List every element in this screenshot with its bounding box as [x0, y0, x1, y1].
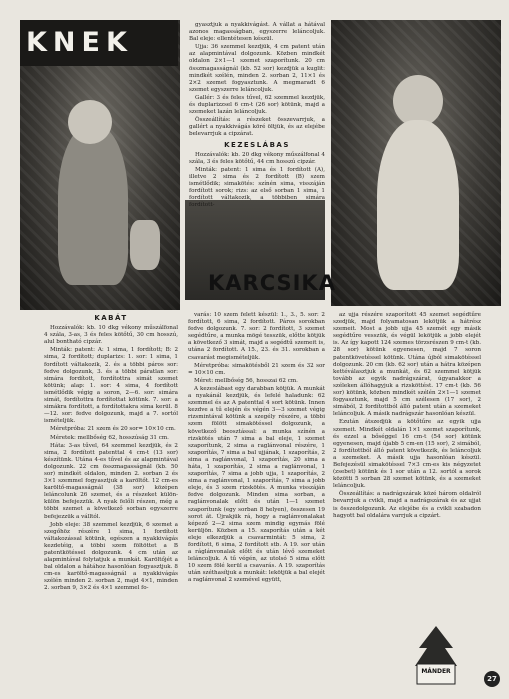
paragraph: Méretek: mellbőség 62, hosszúság 31 cm.: [50, 434, 169, 441]
heading-kezeslabas: KEZESLÁBAS: [224, 140, 290, 149]
title-knek: KNEK: [26, 27, 133, 58]
logo-text: MÁNDER: [421, 668, 451, 675]
paragraph: A kezeslábast egy darabban kötjük. A munkát a nyakánál kezdjük, és lefelé haladunk: 62 szemmel és az A patenttal 4 sort kötünk. Innen kezdve a tű elején és végén 3—3 szemet végig rizsmintával kötünk a szegély részére, a többi szem fölött simakötéssel dolgozunk, a következő beosztással: a munka színén a rizskötés után 7 sima a bal eleje, 1 szemet szaporítunk, 2 sima a raglánvonal részére, 1 szaporítás, 7 sima a bal ujjának, 1 szaporítás, 2 sima a raglánvonal, 1 szaporítás, 20 sima a háta, 1 szaporítás, 2 sima a raglánvonal, 1 szaporítás, 7 sima a jobb ujja, 1 szaporítás, 2 sima a raglánvonal, 1 szaporítás, 7 sima a jobb eleje, és 3 szem rizskötés. A munka visszáján fedve dolgozunk. Minden sima sorban, a raglánvonalak előtt és után 1—1 szemet szaporítunk (egy sorban 8 helyen), összesen 19 sorot át. Újrakjük rá, hogy a raglánvonalakat képező 2—2 sima szem mindig egymás fölé kerüljön. Közben a 15. szaporítás után a két eleje elkezdjük a csavarmintát: 5 sima, 2 fordított, 6 sima, 2 fordított stb. A 19. sor után a ráglánvonalak előtt és után lévő szemeket leláncoljuk. A tű végén, az utolsó 5 sima előtt 10 szem fölé kerül a csavarás. A 19. szaporítás után széthasítjuk a munkát: lekötjük a bal elejét a raglánvonal 2 szemével együtt,: [188, 385, 325, 584]
paragraph: Minták: patent: A: 1 sima, 1 fordított; B: 2 sima, 2 fordított; duplarizs: 1. sor: 1 sima, 1 fordított váltakozik, 2. és a többi páros sor: fedve dolgozunk, 3. és a többi páratlan sor: simára fordított, fordítottra simát szemet kötünk; alap: 1. sor: 4 sima, 4 fordított ismétlődik végig a soron, 2—6. sor: simára simát, fordítottra fordítottat kötünk. 7. sor: a simákra fordított, a fordítottakra sima kerül. 8—12. sor: fedve dolgozunk, majd a 7. sortól ismételjük.: [44, 347, 178, 425]
column-right: [333, 312, 481, 612]
paragraph: Méretpróba: 21 szem és 20 sor= 10×10 cm.: [50, 426, 176, 433]
title-banner-top: [20, 20, 178, 66]
title-karcsika: KARCSIKA: [208, 271, 336, 295]
paragraph: Hozzávalók: kb. 10 dkg vékony műszálfonal 4 szála, 3-as, 3 és feles kötőtű, 30 cm hosszú, alul bontható cipzár.: [44, 325, 178, 346]
paragraph: Méretpróba: simakötésből 21 szem és 32 sor = 10×10 cm.: [188, 362, 325, 376]
paragraph: varás: 10 szem felett készül: 1., 3., 5. sor: 2 fordított, 6 sima, 2 fordított. Páros sorokban fedve dolgozunk. 7. sor: 2 fordított, 3 szemet segédtűre, a munka mögé tesszük, előtte kötjük a következő 3 simát, majd a segédtű szemeit is, utána 2 fordított. A 15., 23. és 31. sorokban a csavarást megismételjük.: [188, 312, 325, 361]
paragraph: Összeállítás: a részeket összevarrjuk, a gallért a nyakkivágás köré öltjük, és az elejébe belevarrjuk a cipzárat.: [189, 117, 325, 138]
paragraph: Gallér: 3 és feles tűvel, 62 szemmel kezdjük, és duplarizzsel 6 cm-t (26 sor) kötünk, majd a szemeket lazán leláncoljuk.: [189, 94, 325, 116]
column-lower-middle: [188, 312, 325, 692]
paragraph: Összeállítás: a nadrágszárak közé három oldalról bevarrjuk a cvikli, majd a nadrágszárak és az ujjat is összedolgozunk. Az elejébe és a cvikli szabadon hagyott bal oldalára varrjuk a cipzárt.: [333, 491, 481, 519]
page-number: 27: [484, 671, 500, 687]
photo-child-right: [331, 20, 501, 306]
paragraph: az ujja részére szaporított 45 szemet segédtűre szedjük, majd folyamatosan lekötjük a hátrész szemeit. Most a jobb ujja 45 szemét egy másik segédtűre vesszük, és végül lekötjük a jobb elejét is. Az így kapott 124 szemes törzsrészen 9 cm-t (kb. 28 sor) kötünk egyenesen, majd 7 soron patentkövetéssel kötünk. Utána újból simakötéssel dolgozunk. 20 cm (kb. 62 sor) után a hátra középen kettéválasztjuk a munkát, és 62 szemmel kötjük tovább az egyik nadrágszárat, úgyanakkor a széleken állóhagyjuk a rizsköttést. 17 cm-t (kb. 56 sor) kötünk, közben mindkét szélén 2×1—1 szemet fogyasztunk, majd 5 cm szélesen (17 sor), 2 simából, 2 fordítottból álló patent után a szemeket leláncoljuk. A másik nadrágszár hasonlóan készül.: [333, 312, 481, 418]
heading-kabat: KABÁT: [94, 314, 128, 322]
paragraph: Méret: mellbőség 56, hosszai 62 cm.: [194, 377, 298, 384]
christmas-tree-icon: [411, 624, 461, 686]
paragraph: Ezután átszedjük a kötőtűre az egyik ujja szemeit. Mindkét oldalán 1×1 szemet szaporítunk, és ezzel a bőséggel 16 cm-t (54 sor) kötünk egyenesen, majd újabb 5 cm-en (15 sor), 2 simából, 2 fordítottból álló patent következik, és leláncoljuk a szemeket. A másik ujja hasonlóan készül. Befejezésül simakötéssel 7×3 cm-es kis négyzetet (zsebet) kötünk és 1 sor után a 12. sortól a sorok közötti 5 sorban 28 szemet kötünk, és a szemeket leláncoljuk.: [333, 419, 481, 490]
paragraph: Hozzávalók: kb. 20 dkg vékony műszálfonal 4 szála, 3 és feles kötőtű, 44 cm hosszú cipzár.: [189, 151, 325, 165]
column-upper-middle: [189, 22, 325, 209]
paragraph: Jobb eleje: 38 szemmel kezdjük, 6 szemet a szegőhöz részére 1 sima, 1 fordított váltakozással kötünk, egészen a nyakkivágás kezdetéig, a többi szem föltöttet a B patentkötéssel dolgozunk. 4 cm után az alapmintával folytatjuk a munkát. Karöltőjét a bal oldalon a hátához hasonlóan fogyasztjuk. 8 cm-es karöltő-magasságnál a nyakkivágás szélén minden 2. sorban 2, majd 4×1, minden 2. sorban 9, 3×2 és 4×1 szemmel fo-: [44, 521, 178, 592]
column-kabat: [44, 312, 178, 692]
paragraph: Háta: 3-as tűvel, 64 szemmel kezdjük, és 2 sima, 2 fordított patenttal 4 cm-t (13 sor) készítünk. Utána 4-es tűvel és az alapmintával dolgozunk. 22 cm összmagasságnál (kb. 50 sor) mindkét oldalon, minden 2. sorban 2 és 3×1 szemmel fogyasztjuk a karöltőt. 12 cm-es karöltő-magasságnál (38 sor) középen leláncolunk 26 szemet, és a részeket külön-külön befejezzük. A nyak felőli részen, még a többi szemet a következő sorban egyszerre befejezzük a válltól.: [44, 442, 178, 520]
paragraph: Ujja: 36 szemmel kezdjük, 4 cm patent után az alapmintával dolgozunk. Közben mindkét oldalon 2×1—1 szemet szaporítunk. 20 cm összmagasságnál (kb. 52 sor) kezdjük a kuglit: mindkét szélén, minden 2. sorban 2, 11×1 és 2×2 szemet fogyasztunk. A megmaradt 6 szemet egyszerre leláncoljuk.: [189, 44, 325, 93]
paragraph: gyasztjuk a nyakkivágást. A vállat a hátával azonos magasságban, egyszerre leláncoljuk. Bal eleje: ellentétesen készül.: [189, 22, 325, 43]
paragraph: Minták: patent: 1 sima és 1 fordított (A), illetve 2 sima és 2 fordított (B) szem ismétlődik; simakötés: színén sima, visszáján fordított sorok; rizs: az első sorban 1 sima, 1 fordított váltakozik, a többiben simára fordított-: [189, 166, 325, 209]
brand-logo: [411, 624, 461, 686]
